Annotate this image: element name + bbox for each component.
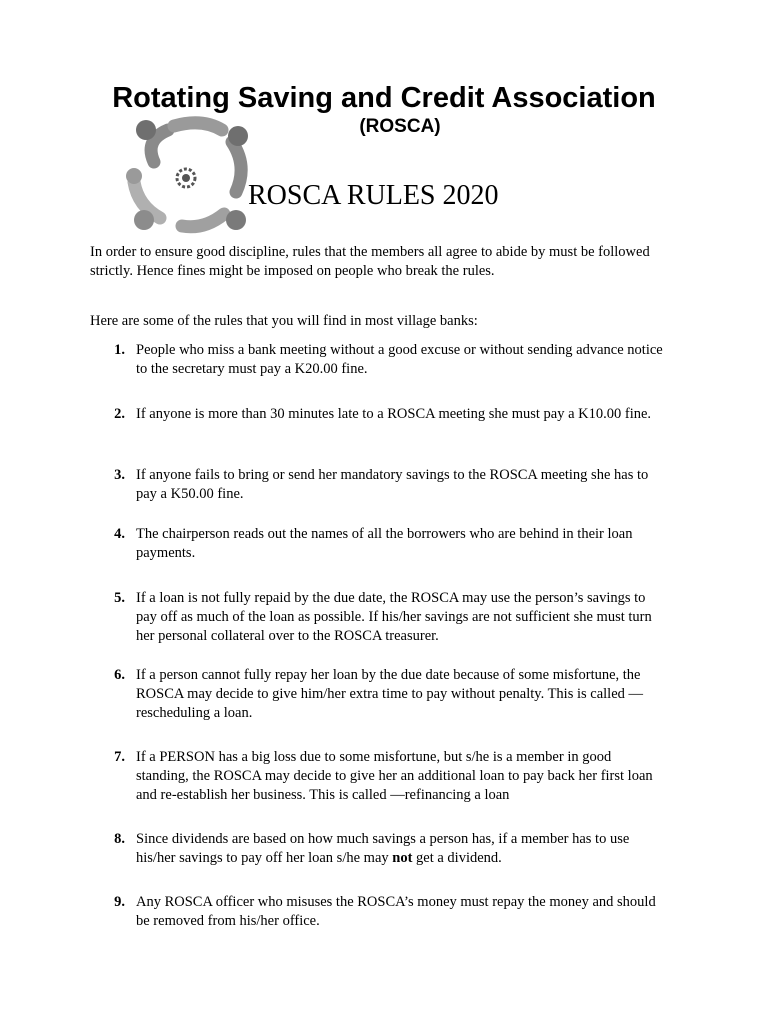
rule-item-6 bbox=[92, 666, 667, 723]
rule-number: 5. bbox=[114, 590, 125, 606]
rule-number: 6. bbox=[114, 667, 125, 683]
rule-number: 8. bbox=[114, 831, 125, 847]
intro-paragraph: In order to ensure good discipline, rules that the members all agree to abide by must be followed strictly. Hence fines might be imposed on people who break the rules. bbox=[90, 244, 650, 279]
rule-text: If a loan is not fully repaid by the due date, the ROSCA may use the person’s savings to pay off as much of the loan as possible. If his/her savings are not sufficient she must turn her personal collateral over to the ROSCA treasurer. bbox=[136, 590, 652, 644]
rule-item-2 bbox=[92, 405, 667, 424]
rule-item-8 bbox=[92, 830, 667, 868]
rule-text: If anyone fails to bring or send her mandatory savings to the ROSCA meeting she has to pay a K50.00 fine. bbox=[136, 467, 649, 502]
rules-heading: ROSCA RULES 2020 bbox=[248, 180, 499, 211]
rules-lead-paragraph: Here are some of the rules that you will find in most village banks: bbox=[90, 313, 478, 329]
rule-item-4 bbox=[92, 525, 667, 563]
rule-item-9 bbox=[92, 893, 667, 931]
rule-number: 1. bbox=[114, 342, 125, 358]
document-subtitle: (ROSCA) bbox=[359, 116, 441, 137]
rule-text: If anyone is more than 30 minutes late to a ROSCA meeting she must pay a K10.00 fine. bbox=[136, 406, 652, 422]
rule-text: If a person cannot fully repay her loan by the due date because of some misfortune, the ROSCA may decide to give him/her extra time to pay without penalty. This is called ― rescheduling a loan. bbox=[136, 667, 644, 721]
rule-number: 7. bbox=[114, 749, 125, 765]
rule-text-part: Since dividends are based on how much savings a person has, if a member has to use his/her savings to pay off her loan s/he may bbox=[136, 831, 630, 866]
rule-text-part: get a dividend. bbox=[412, 850, 502, 866]
rule-text: The chairperson reads out the names of all the borrowers who are behind in their loan payments. bbox=[136, 526, 633, 561]
rule-text: If a PERSON has a big loss due to some misfortune, but s/he is a member in good standing, the ROSCA may decide to give her an additional loan to pay back her first loan and re-establish her business. This is called ―refinancing a loan bbox=[136, 749, 653, 803]
rule-item-7 bbox=[92, 748, 667, 805]
document-title: Rotating Saving and Credit Association bbox=[112, 82, 656, 114]
rule-text: People who miss a bank meeting without a good excuse or without sending advance notice to the secretary must pay a K20.00 fine. bbox=[136, 342, 663, 377]
rule-item-3 bbox=[92, 466, 667, 504]
rule-text: Any ROSCA officer who misuses the ROSCA’s money must repay the money and should be removed from his/her office. bbox=[136, 894, 656, 929]
rule-number: 2. bbox=[114, 406, 125, 422]
rule-item-5 bbox=[92, 589, 667, 646]
rule-number: 9. bbox=[114, 894, 125, 910]
rule-text-emphasis: not bbox=[392, 850, 413, 866]
rule-number: 4. bbox=[114, 526, 125, 542]
rule-text bbox=[136, 830, 667, 868]
rule-number: 3. bbox=[114, 467, 125, 483]
rosca-logo-icon bbox=[124, 116, 250, 236]
rule-item-1 bbox=[92, 341, 667, 379]
